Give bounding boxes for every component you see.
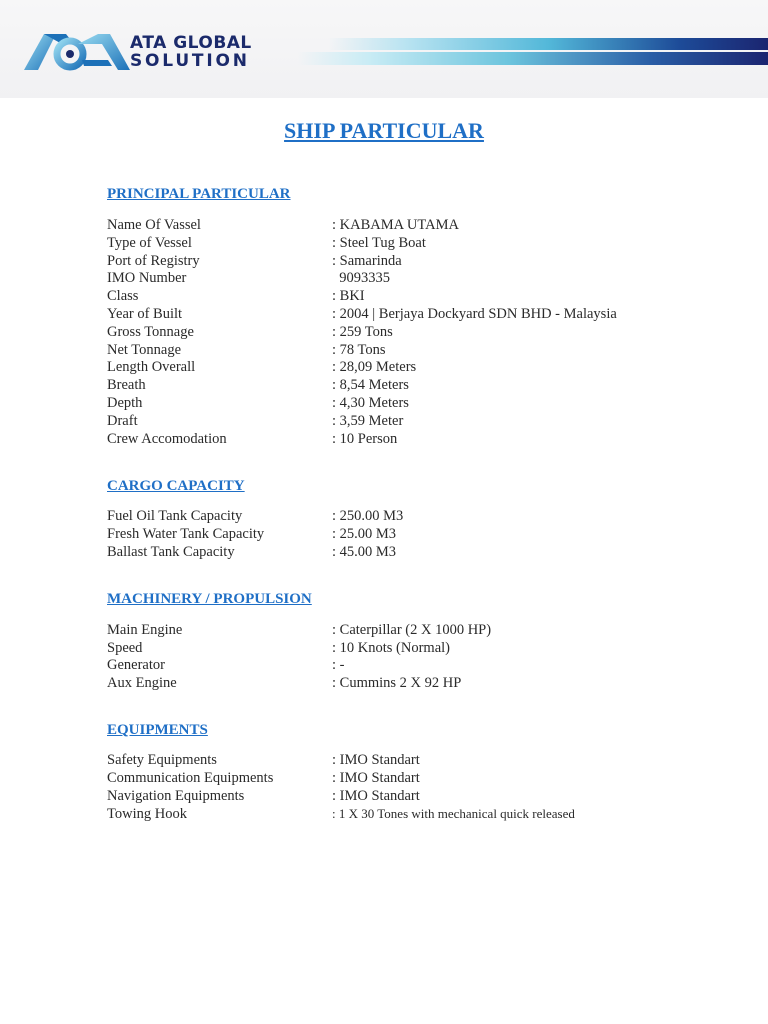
brand-name: ATA GLOBAL — [130, 33, 252, 53]
field-label: Safety Equipments — [107, 752, 217, 768]
section-title-machinery: MACHINERY / PROPULSION — [107, 591, 312, 607]
list-item — [107, 287, 727, 305]
list-item — [107, 525, 727, 543]
field-value: : 259 Tons — [332, 323, 393, 340]
field-label: Navigation Equipments — [107, 787, 245, 804]
field-label: Crew Accomodation — [107, 430, 227, 447]
field-label: Main Engine — [107, 622, 183, 638]
field-value: : 45.00 M3 — [332, 544, 397, 560]
list-item — [107, 394, 727, 412]
field-value: : IMO Standart — [332, 787, 420, 804]
field-label: Depth — [107, 395, 143, 411]
list-item — [107, 430, 727, 448]
list-item — [107, 787, 727, 805]
list-item — [107, 769, 727, 787]
letterhead — [0, 0, 768, 98]
field-value: : Samarinda — [332, 252, 402, 269]
field-value: : 10 Knots (Normal) — [332, 639, 450, 656]
list-item — [107, 376, 727, 394]
field-label: Class — [107, 288, 139, 305]
field-value: : BKI — [332, 288, 365, 305]
list-item — [107, 305, 727, 323]
field-label: Ballast Tank Capacity — [107, 544, 235, 560]
field-label: Generator — [107, 657, 165, 674]
field-label: Communication Equipments — [107, 769, 274, 786]
field-value: : 1 X 30 Tones with mechanical quick released — [332, 805, 575, 821]
field-value: : 2004 | Berjaya Dockyard SDN BHD - Malaysia — [332, 306, 617, 322]
list-item — [107, 805, 727, 823]
section-title-principal: PRINCIPAL PARTICULAR — [107, 186, 291, 202]
stripe — [328, 38, 768, 50]
page-title: SHIP PARTICULAR — [284, 118, 484, 143]
field-label: Breath — [107, 377, 146, 394]
field-label: Towing Hook — [107, 805, 187, 822]
field-value: : Caterpillar (2 X 1000 HP) — [332, 622, 492, 638]
field-value: : - — [332, 657, 345, 674]
stripe — [298, 52, 768, 65]
field-value: : 8,54 Meters — [332, 377, 409, 394]
list-item — [107, 234, 727, 252]
field-value: : 4,30 Meters — [332, 395, 409, 411]
list-item — [107, 639, 727, 657]
list-item — [107, 507, 727, 525]
field-label: Speed — [107, 639, 143, 656]
field-value: : 3,59 Meter — [332, 412, 404, 429]
header-decorative-stripes — [270, 34, 768, 70]
list-item — [107, 656, 727, 674]
company-logo-icon — [22, 30, 132, 74]
list-item — [107, 543, 727, 561]
list-item — [107, 323, 727, 341]
field-value: : IMO Standart — [332, 769, 420, 786]
field-value: : 28,09 Meters — [332, 359, 417, 376]
section-title-equipments: EQUIPMENTS — [107, 722, 208, 738]
list-item — [107, 621, 727, 639]
field-label: Net Tonnage — [107, 341, 182, 358]
field-label: Name Of Vassel — [107, 217, 201, 233]
field-label: Year of Built — [107, 306, 183, 322]
field-value: : 78 Tons — [332, 341, 386, 358]
field-value: : Cummins 2 X 92 HP — [332, 675, 462, 692]
field-label: Type of Vessel — [107, 234, 192, 251]
list-item — [107, 412, 727, 430]
field-value: 9093335 — [332, 270, 390, 287]
list-item — [107, 751, 727, 769]
field-label: Aux Engine — [107, 675, 177, 692]
list-item — [107, 252, 727, 270]
field-value: : IMO Standart — [332, 752, 420, 768]
field-label: Draft — [107, 412, 138, 429]
field-label: Length Overall — [107, 359, 196, 376]
field-label: Fresh Water Tank Capacity — [107, 526, 265, 542]
list-item — [107, 674, 727, 692]
brand-tagline: SOLUTION — [130, 51, 250, 71]
field-value: : 10 Person — [332, 430, 398, 447]
field-value: : Steel Tug Boat — [332, 234, 426, 251]
field-value: : 250.00 M3 — [332, 508, 404, 524]
field-label: Fuel Oil Tank Capacity — [107, 508, 243, 524]
list-item — [107, 358, 727, 376]
field-value: : KABAMA UTAMA — [332, 217, 459, 233]
field-label: Gross Tonnage — [107, 323, 194, 340]
list-item — [107, 269, 727, 287]
list-item — [107, 341, 727, 359]
field-label: IMO Number — [107, 270, 187, 287]
field-value: : 25.00 M3 — [332, 526, 397, 542]
section-title-cargo: CARGO CAPACITY — [107, 478, 245, 494]
field-label: Port of Registry — [107, 252, 200, 269]
list-item — [107, 216, 727, 234]
